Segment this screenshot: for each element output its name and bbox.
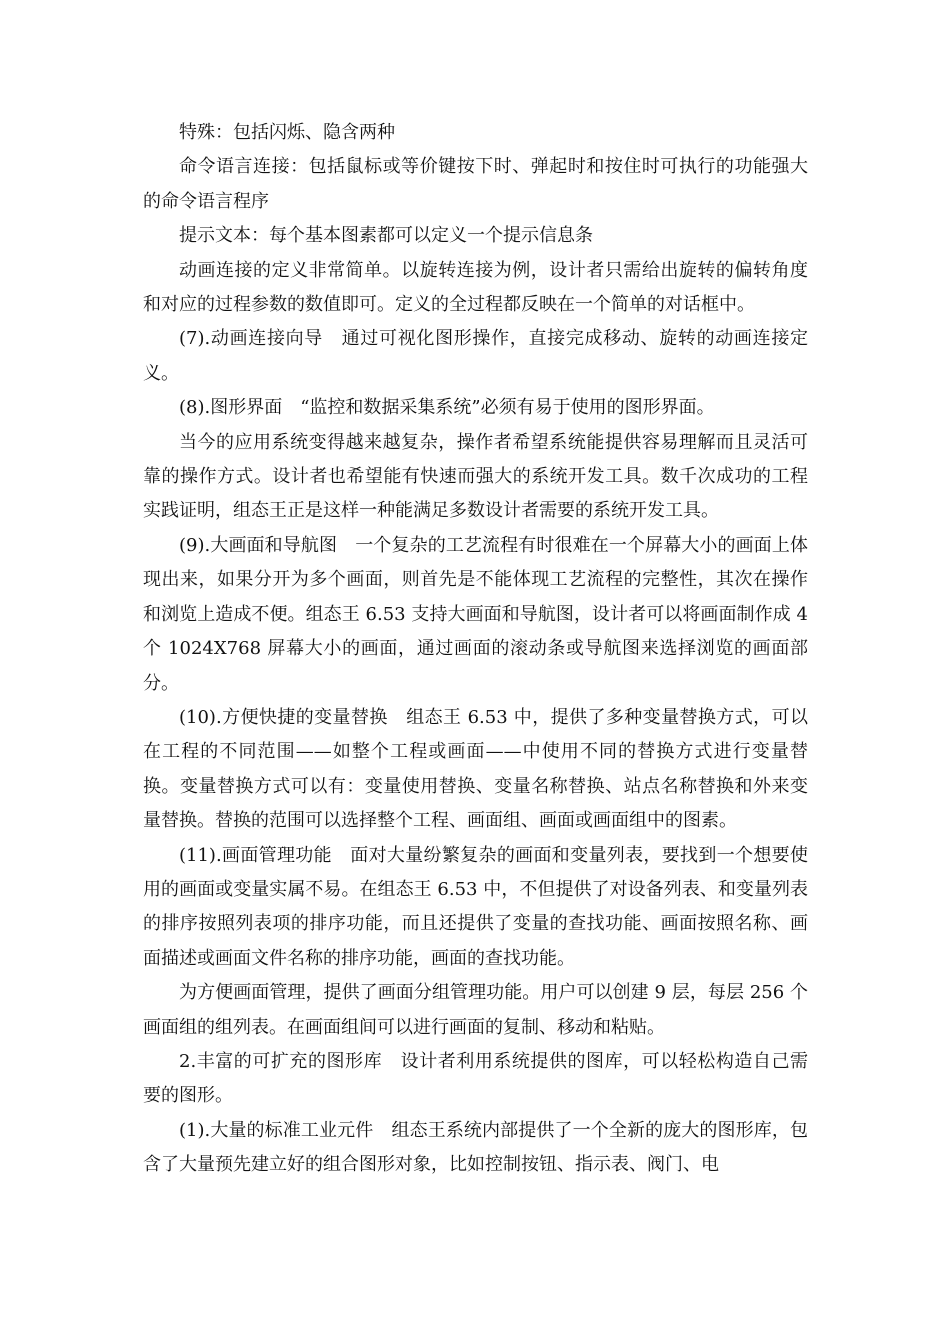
paragraph-special: 特殊：包括闪烁、隐含两种 bbox=[179, 122, 395, 143]
paragraph-industrial-components: (1).大量的标准工业元件 组态王系统内部提供了一个全新的庞大的图形库，包含了大量预先建立好的组合图形对象，比如控制按钮、指示表、阀门、电 bbox=[143, 1119, 808, 1176]
body-text bbox=[143, 116, 808, 1183]
paragraph-command-language: 命令语言连接：包括鼠标或等价键按下时、弹起时和按住时可执行的功能强大的命令语言程序 bbox=[143, 156, 808, 212]
paragraph-tooltip-text: 提示文本：每个基本图素都可以定义一个提示信息条 bbox=[179, 225, 593, 247]
paragraph-animation-wizard: (7).动画连接向导 通过可视化图形操作，直接完成移动、旋转的动画连接定义。 bbox=[143, 328, 808, 384]
paragraph-application-systems: 当今的应用系统变得越来越复杂，操作者希望系统能提供容易理解而且灵活可靠的操作方式。设计者也希望能有快速而强大的系统开发工具。数千次成功的工程实践证明，组态王正是这样一种能满足多数设计者需要的系统开发工具。 bbox=[143, 431, 808, 522]
paragraph-animation-definition: 动画连接的定义非常简单。以旋转连接为例，设计者只需给出旋转的偏转角度和对应的过程参数的数值即可。定义的全过程都反映在一个简单的对话框中。 bbox=[143, 259, 808, 316]
paragraph-large-screen-navigation: (9).大画面和导航图 一个复杂的工艺流程有时很难在一个屏幕大小的画面上体现出来，如果分开为多个画面，则首先是不能体现工艺流程的完整性，其次在操作和浏览上造成不便。组态王 6.53 支持大画面和导航图，设计者可以将画面制作成 4 个 1024X768 屏幕大小的画面，通过画面的滚动条或导航图来选择浏览的画面部分。 bbox=[143, 534, 808, 694]
paragraph-screen-management: (11).画面管理功能 面对大量纷繁复杂的画面和变量列表，要找到一个想要使用的画面或变量实属不易。在组态王 6.53 中，不但提供了对设备列表、和变量列表的排序按照列表项的排序功能，而且还提供了变量的查找功能、画面按照名称、画面描述或画面文件名称的排序功能，画面的查找功能。 bbox=[143, 844, 808, 969]
paragraph-screen-groups: 为方便画面管理，提供了画面分组管理功能。用户可以创建 9 层，每层 256 个画面组的组列表。在画面组间可以进行画面的复制、移动和粘贴。 bbox=[143, 982, 808, 1038]
paragraph-graphic-interface: (8).图形界面 “监控和数据采集系统”必须有易于使用的图形界面。 bbox=[179, 397, 715, 419]
paragraph-variable-replacement: (10).方便快捷的变量替换 组态王 6.53 中，提供了多种变量替换方式，可以在工程的不同范围——如整个工程或画面——中使用不同的替换方式进行变量替换。变量替换方式可以有：变量使用替换、变量名称替换、站点名称替换和外来变量替换。替换的范围可以选择整个工程、画面组、画面或画面组中的图素。 bbox=[143, 706, 808, 832]
paragraph-graphics-library: 2.丰富的可扩充的图形库 设计者利用系统提供的图库，可以轻松构造自己需要的图形。 bbox=[143, 1050, 808, 1107]
